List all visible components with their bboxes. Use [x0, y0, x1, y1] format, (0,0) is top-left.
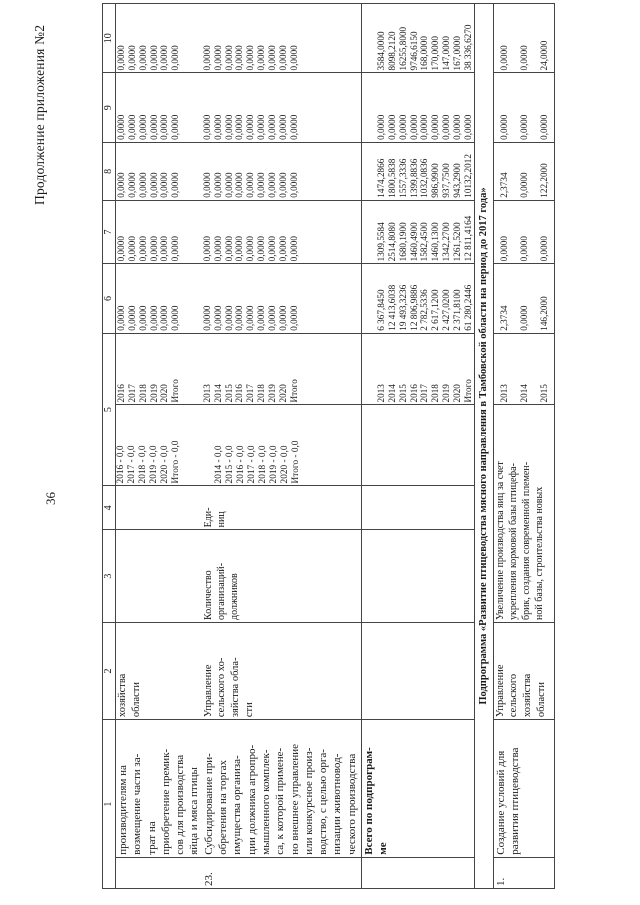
row-1-number: 1.	[493, 857, 555, 888]
cell-line: 0,0000	[539, 236, 550, 262]
cell-line: сов для производства	[174, 754, 187, 855]
cell-line: 0,0000	[223, 172, 234, 198]
cell-line: трат на	[145, 821, 158, 855]
total-col8	[362, 142, 475, 200]
cell-line: 0,0000	[266, 114, 277, 140]
cell-line: водство, с целью орга-	[317, 749, 330, 855]
cell-line: 2016 - 0,0	[116, 445, 126, 484]
page-number: 36	[43, 492, 58, 505]
cell-line: 0,0000	[170, 114, 181, 140]
cell-line: 0,0000	[266, 305, 277, 331]
row-top-name	[116, 720, 202, 858]
cell-line: Итого - 0,0	[170, 440, 181, 484]
cell-line: 0,0000	[266, 45, 277, 71]
row-23-years	[202, 333, 362, 405]
row-23-unit	[202, 486, 362, 530]
cell-line: 0,0000	[266, 172, 277, 198]
row-1-indicator	[493, 405, 555, 622]
row-23-col6	[202, 264, 362, 333]
row-1-col9	[493, 73, 555, 142]
total-col9	[362, 73, 475, 142]
cell-line: Итого	[170, 379, 181, 403]
program-table	[102, 3, 555, 889]
cell-line: Увеличение производства яиц за счет	[494, 461, 506, 620]
row-23-indicator	[202, 530, 362, 623]
cell-line: 0,0000	[376, 114, 387, 140]
cell-line: 8098,2120	[386, 31, 397, 71]
cell-line: 0,0000	[245, 45, 256, 71]
cell-line: 0,0000	[266, 236, 277, 262]
total-years	[362, 333, 475, 405]
cell-line: 61 280,2446	[462, 284, 473, 331]
row-1-years	[493, 333, 555, 405]
cell-line: 2 782,5336	[419, 289, 430, 331]
cell-line: 0,0000	[212, 45, 223, 71]
cell-line: 2017	[126, 384, 137, 403]
cell-line: 2013	[376, 384, 387, 403]
cell-line: зяйства обла-	[230, 657, 242, 718]
cell-line: 0,0000	[148, 172, 159, 198]
cell-line: 0,0000	[245, 236, 256, 262]
row-23-col10	[202, 4, 362, 73]
col-header-5: 5	[103, 333, 116, 486]
table-row-1	[493, 4, 555, 889]
col-header-4: 4	[103, 486, 116, 530]
cell-line: 0,0000	[212, 305, 223, 331]
cell-line: 0,0000	[159, 172, 170, 198]
cell-line: 0,0000	[148, 305, 159, 331]
cell-line: 167,0000	[452, 36, 463, 71]
col-header-1: 1	[103, 720, 116, 889]
cell-line: 0,0000	[256, 114, 267, 140]
cell-line: брик, создания современной племен-	[520, 461, 532, 620]
cell-line: 0,0000	[277, 236, 288, 262]
cell-line: 0,0000	[277, 172, 288, 198]
cell-line: 0,0000	[137, 45, 148, 71]
row-top-col6	[116, 264, 202, 333]
subprogram-title-row	[474, 4, 493, 889]
row-top-col7	[116, 200, 202, 264]
cell-line: 2020 - 0,0	[159, 445, 170, 484]
cell-line: 0,0000	[519, 114, 530, 140]
cell-line: хозяйства	[117, 673, 128, 718]
row-23-number: 23.	[202, 857, 362, 888]
cell-line: 2019	[441, 384, 452, 403]
cell-line: 2020	[277, 384, 288, 403]
col-header-7: 7	[103, 200, 116, 264]
row-top-col9	[116, 73, 202, 142]
cell-line: 1032,0836	[419, 158, 430, 198]
col-header-3: 3	[103, 530, 116, 623]
cell-line: 146,2000	[539, 296, 550, 331]
cell-line: 0,0000	[126, 236, 137, 262]
cell-line: 2013	[201, 384, 212, 403]
cell-line: 0,0000	[126, 45, 137, 71]
cell-line: 0,0000	[126, 172, 137, 198]
cell-line: ниц	[215, 511, 227, 528]
cell-line: 2017	[419, 384, 430, 403]
row-top-col10	[116, 4, 202, 73]
cell-line: укрепления кормовой базы птицефа-	[507, 463, 519, 620]
cell-line: 2013	[498, 384, 509, 403]
cell-line: 0,0000	[419, 114, 430, 140]
cell-line: 2019 - 0,0	[148, 445, 159, 484]
cell-line: 0,0000	[148, 114, 159, 140]
cell-line: 0,0000	[137, 236, 148, 262]
cell-line: 2018 - 0,0	[257, 445, 268, 484]
cell-line: 0,0000	[462, 114, 473, 140]
cell-line: 38 336,6270	[462, 24, 473, 71]
cell-line: 2015	[223, 384, 234, 403]
cell-line: 2019 - 0,0	[268, 445, 279, 484]
cell-line: 0,0000	[234, 236, 245, 262]
cell-line: 0,0000	[245, 305, 256, 331]
cell-line: 2017 - 0,0	[246, 445, 257, 484]
cell-line: 943,2900	[452, 163, 463, 198]
cell-line: 1342,2700	[441, 222, 452, 262]
cell-line: 16255,8000	[397, 26, 408, 71]
cell-line: Управление	[494, 664, 506, 718]
cell-line: 2514,8080	[386, 222, 397, 262]
cell-line: 0,0000	[223, 305, 234, 331]
cell-line: 0,0000	[430, 114, 441, 140]
cell-line: 2020	[452, 384, 463, 403]
cell-line: Управление	[202, 664, 214, 718]
cell-line: 19 493,3236	[397, 284, 408, 331]
cell-line: 2014	[212, 384, 223, 403]
cell-line: сельского хо-	[216, 657, 228, 718]
cell-line: низации животновод-	[331, 753, 344, 855]
cell-line: или конкурсное произ-	[302, 747, 315, 855]
cell-line: 1557,3336	[397, 158, 408, 198]
row-1-col8	[493, 142, 555, 200]
cell-line: 0,0000	[234, 305, 245, 331]
cell-line: производителям на	[117, 765, 129, 855]
cell-line: обретения на торгах	[217, 759, 230, 855]
cell-line: 0,0000	[277, 45, 288, 71]
cell-line: 0,0000	[397, 114, 408, 140]
cell-line: 2 617,1200	[430, 289, 441, 331]
cell-line: 2019	[148, 384, 159, 403]
cell-line: 0,0000	[137, 172, 148, 198]
cell-line: Всего по подпрограм-	[363, 747, 376, 855]
cell-line: 0,0000	[148, 45, 159, 71]
cell-line: Количество	[202, 570, 214, 620]
cell-line: 1460,1300	[430, 222, 441, 262]
row-23-col8	[202, 142, 362, 200]
cell-line: 2015	[397, 384, 408, 403]
cell-line: 0,0000	[116, 305, 126, 331]
cell-line: 1309,5584	[376, 222, 387, 262]
cell-line: 0,0000	[170, 236, 181, 262]
row-1-col6	[493, 264, 555, 333]
total-col7	[362, 200, 475, 264]
cell-line: 0,0000	[452, 114, 463, 140]
cell-line: 2017 - 0,0	[126, 445, 137, 484]
row-23-years-by-source	[202, 405, 362, 486]
cell-line: 1800,5838	[386, 158, 397, 198]
cell-line: 1680,1900	[397, 222, 408, 262]
cell-line: 0,0000	[170, 305, 181, 331]
cell-line: 1261,5200	[452, 222, 463, 262]
cell-line: 0,0000	[137, 305, 148, 331]
cell-line: 0,0000	[159, 236, 170, 262]
row-23-col7	[202, 200, 362, 264]
cell-line: 12 413,6038	[386, 284, 397, 331]
cell-line: 0,0000	[223, 236, 234, 262]
cell-line: 0,0000	[498, 236, 509, 262]
cell-line: возмещение части за-	[131, 753, 144, 855]
table-row-top	[116, 4, 202, 889]
cell-line: яйца и мяса птицы	[188, 767, 201, 855]
cell-line: 1399,8836	[408, 158, 419, 198]
cell-line: Итого - 0,0	[290, 440, 301, 484]
cell-line: 0,0000	[277, 114, 288, 140]
cell-line: 24,0000	[539, 40, 550, 71]
cell-line: 0,0000	[256, 305, 267, 331]
cell-line: 9746,6150	[408, 31, 419, 71]
cell-line: 2018	[430, 384, 441, 403]
cell-line: 0,0000	[386, 114, 397, 140]
cell-line: ме	[377, 842, 390, 855]
cell-line: 0,0000	[159, 305, 170, 331]
cell-line: 0,0000	[498, 114, 509, 140]
cell-line: 0,0000	[441, 114, 452, 140]
col-header-8: 8	[103, 142, 116, 200]
cell-line: 937,7500	[441, 163, 452, 198]
cell-line: 0,0000	[519, 236, 530, 262]
cell-line: 2015 - 0,0	[224, 445, 235, 484]
cell-line: 0,0000	[170, 172, 181, 198]
cell-line: 2014 - 0,0	[213, 445, 224, 484]
cell-line: 0,0000	[234, 45, 245, 71]
cell-line: 0,0000	[116, 172, 126, 198]
cell-line: 0,0000	[234, 114, 245, 140]
row-top-responsible	[116, 622, 202, 719]
cell-line: 986,9900	[430, 163, 441, 198]
row-1-col10	[493, 4, 555, 73]
cell-line: 122,2000	[539, 163, 550, 198]
cell-line: 0,0000	[245, 114, 256, 140]
cell-line: 0,0000	[288, 236, 299, 262]
cell-line: 0,0000	[288, 305, 299, 331]
subprogram-title: Подпрограмма «Развитие птицеводства мясного направления в Тамбовской области на период до 2017 года»	[474, 4, 493, 889]
total-col6	[362, 264, 475, 333]
cell-line: 0,0000	[116, 45, 126, 71]
cell-line: 1582,4500	[419, 222, 430, 262]
cell-line: 0,0000	[256, 236, 267, 262]
row-1-col7	[493, 200, 555, 264]
cell-line: 2016	[116, 384, 126, 403]
cell-line: 0,0000	[212, 114, 223, 140]
cell-line: 0,0000	[201, 45, 212, 71]
cell-line: 2020 - 0,0	[279, 445, 290, 484]
cell-line: 0,0000	[170, 45, 181, 71]
col-header-6: 6	[103, 264, 116, 333]
cell-line: 2,3734	[498, 305, 509, 331]
cell-line: 0,0000	[519, 305, 530, 331]
cell-line: области	[535, 682, 547, 718]
cell-line: 12 811,4164	[462, 215, 473, 262]
cell-line: сти	[243, 702, 255, 718]
cell-line: 2 427,0200	[441, 289, 452, 331]
cell-line: 0,0000	[234, 172, 245, 198]
cell-line: 2 371,8100	[452, 289, 463, 331]
cell-line: Итого	[462, 379, 473, 403]
col-header-9: 9	[103, 73, 116, 142]
cell-line: 2016	[234, 384, 245, 403]
row-1-name	[493, 720, 555, 858]
cell-line: 0,0000	[212, 236, 223, 262]
cell-line: 2018	[256, 384, 267, 403]
cell-line: 0,0000	[159, 45, 170, 71]
row-23-responsible	[202, 622, 362, 719]
cell-line: 1460,4900	[408, 222, 419, 262]
cell-line: 0,0000	[201, 114, 212, 140]
cell-line: 2014	[386, 384, 397, 403]
cell-line: 0,0000	[137, 114, 148, 140]
cell-line: 168,0000	[419, 36, 430, 71]
cell-line: 0,0000	[201, 305, 212, 331]
cell-line: 0,0000	[116, 114, 126, 140]
cell-line: 10132,2012	[462, 154, 473, 198]
cell-line: приобретение премик-	[159, 748, 172, 855]
cell-line: организаций-	[215, 562, 227, 620]
cell-line: 2,3734	[498, 172, 509, 198]
cell-line: 0,0000	[519, 45, 530, 71]
cell-line: хозяйства	[522, 673, 534, 718]
header-row	[103, 4, 116, 889]
cell-line: 0,0000	[201, 172, 212, 198]
cell-line: 0,0000	[408, 114, 419, 140]
cell-line: са, к которой примене-	[274, 747, 287, 855]
cell-line: Субсидирование при-	[202, 753, 215, 855]
cell-line: 0,0000	[256, 45, 267, 71]
cell-line: 2016 - 0,0	[235, 445, 246, 484]
total-label	[362, 720, 475, 858]
row-top-years	[116, 333, 202, 405]
table-row-23	[202, 4, 362, 889]
cell-line: 0,0000	[148, 236, 159, 262]
cell-line: 0,0000	[159, 114, 170, 140]
cell-line: 0,0000	[256, 172, 267, 198]
cell-line: 0,0000	[223, 114, 234, 140]
cell-line: 0,0000	[245, 172, 256, 198]
cell-line: Итого	[288, 379, 299, 403]
cell-line: имущества организа-	[231, 755, 244, 855]
row-top-years-by-source	[116, 405, 202, 486]
row-1-responsible	[493, 622, 555, 719]
cell-line: ческого производства	[345, 753, 358, 855]
cell-line: 170,0000	[430, 36, 441, 71]
cell-line: 2019	[266, 384, 277, 403]
cell-line: Создание условий для	[494, 750, 507, 855]
cell-line: 0,0000	[519, 172, 530, 198]
cell-line: 12 806,9886	[408, 284, 419, 331]
row-23-name	[202, 720, 362, 858]
cell-line: 2016	[408, 384, 419, 403]
cell-line: 0,0000	[539, 114, 550, 140]
cell-line: 0,0000	[212, 172, 223, 198]
cell-line: 0,0000	[288, 45, 299, 71]
cell-line: развития птицеводства	[509, 747, 522, 855]
cell-line: 0,0000	[126, 114, 137, 140]
cell-line: области	[130, 682, 142, 718]
col-header-10: 10	[103, 4, 116, 73]
cell-line: 2015	[539, 384, 550, 403]
cell-line: 147,0000	[441, 36, 452, 71]
cell-line: Еди-	[202, 507, 214, 528]
cell-line: 2018	[137, 384, 148, 403]
cell-line: 2014	[519, 384, 530, 403]
cell-line: сельского	[508, 673, 520, 718]
cell-line: 3584,0000	[376, 31, 387, 71]
cell-line: 1474,2866	[376, 158, 387, 198]
cell-line: 2018 - 0,0	[137, 445, 148, 484]
cell-line: 0,0000	[288, 172, 299, 198]
cell-line: но внешнее управление	[288, 743, 301, 855]
cell-line: 0,0000	[116, 236, 126, 262]
continuation-title: Продолжение приложения №2	[32, 24, 47, 205]
cell-line: 0,0000	[223, 45, 234, 71]
cell-line: 6 367,8450	[376, 289, 387, 331]
total-col10	[362, 4, 475, 73]
cell-line: ции должника агропро-	[245, 744, 258, 855]
cell-line: 0,0000	[201, 236, 212, 262]
cell-line: 0,0000	[288, 114, 299, 140]
cell-line: 0,0000	[498, 45, 509, 71]
row-top-col8	[116, 142, 202, 200]
cell-line: 2017	[245, 384, 256, 403]
cell-line: должников	[228, 573, 240, 620]
table-row-total	[362, 4, 475, 889]
cell-line: мышленного комплек-	[259, 749, 272, 855]
row-23-col9	[202, 73, 362, 142]
cell-line: 2020	[159, 384, 170, 403]
cell-line: 0,0000	[126, 305, 137, 331]
col-header-2: 2	[103, 622, 116, 719]
cell-line: 0,0000	[277, 305, 288, 331]
cell-line: ной базы, строительства новых	[533, 486, 545, 620]
